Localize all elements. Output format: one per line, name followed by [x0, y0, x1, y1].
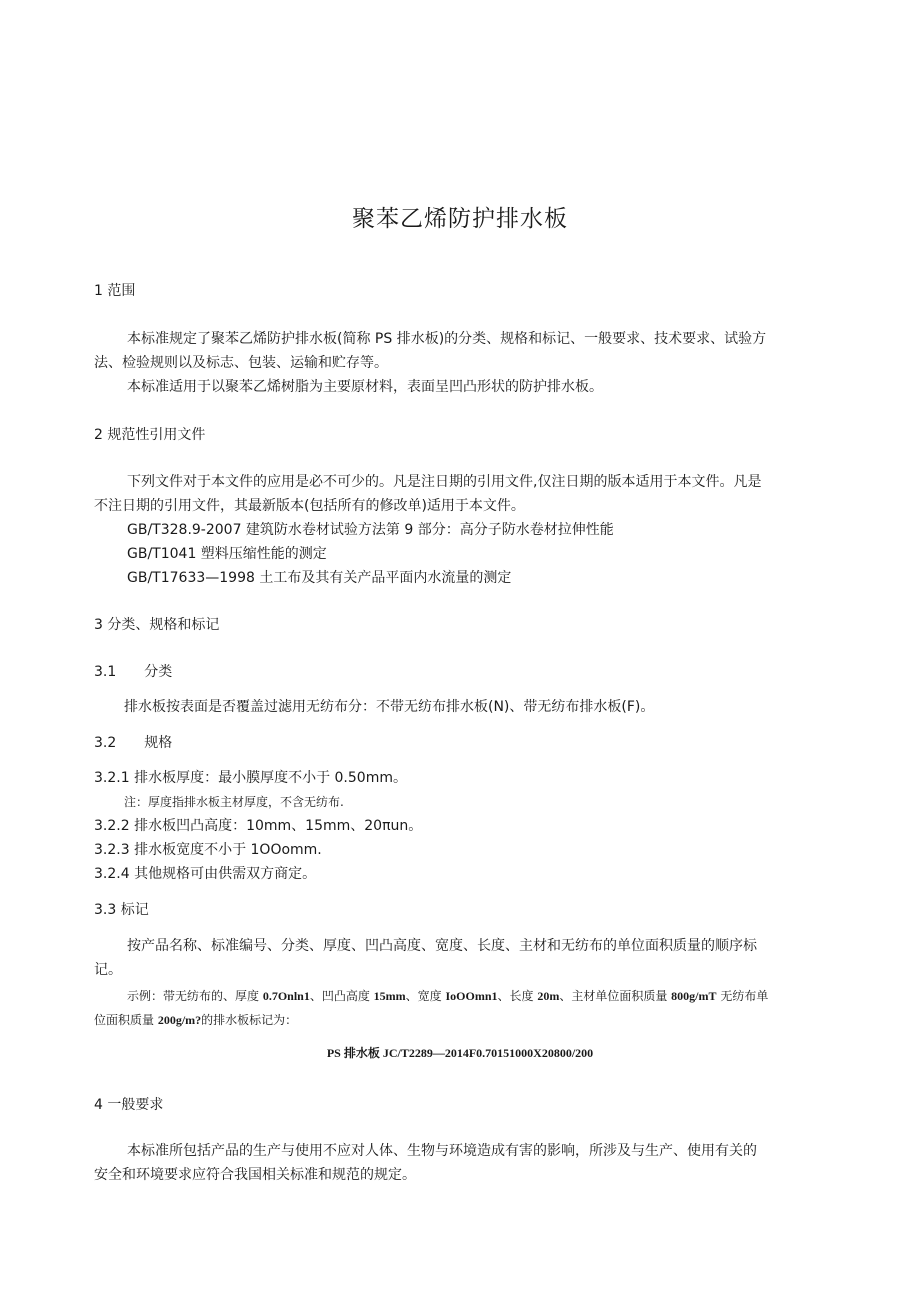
- section-1-paragraph-1-line-1: 本标准规定了聚苯乙烯防护排水板(简称 PS 排水板)的分类、规格和标记、一般要求、技术要求、试验方: [127, 331, 767, 347]
- section-2-paragraph-line-1: 下列文件对于本文件的应用是必不可少的。凡是注日期的引用文件,仅注日期的版本适用于本文件。凡是: [127, 474, 762, 490]
- example-text: 、凹凸高度: [309, 989, 374, 1003]
- clause-3-2-3: 3.2.3 排水板宽度不小于 1OOomm.: [94, 842, 322, 858]
- example-line-2: [94, 1011, 297, 1029]
- subsection-3-2-heading: [94, 733, 172, 753]
- reference-item: GB/T17633—1998 土工布及其有关产品平面内水流量的测定: [127, 570, 512, 586]
- subsection-3-1-title: 分类: [144, 664, 173, 680]
- section-4-paragraph-line-1: 本标准所包括产品的生产与使用不应对人体、生物与环境造成有害的影响，所涉及与生产、使用有关的: [127, 1143, 757, 1159]
- example-value: 800g/mT: [671, 989, 717, 1003]
- example-text: 的排水板标记为：: [201, 1013, 298, 1027]
- clause-3-2-2: 3.2.2 排水板凹凸高度：10mm、15mm、20πun。: [94, 818, 423, 834]
- example-text: 、长度: [497, 989, 538, 1003]
- reference-item: GB/T328.9-2007 建筑防水卷材试验方法第 9 部分：高分子防水卷材拉伸性能: [127, 522, 614, 538]
- section-3-heading: 3 分类、规格和标记: [94, 617, 220, 633]
- example-text: 位面积质量: [94, 1013, 158, 1027]
- subsection-3-1-number: 3.1: [94, 664, 117, 680]
- clause-3-2-4: 3.2.4 其他规格可由供需双方商定。: [94, 866, 317, 882]
- product-marking-code: JC/T2289—2014F0.70151000X20800/200: [382, 1046, 594, 1060]
- subsection-3-2-number: 3.2: [94, 735, 117, 751]
- example-value: 200g/m?: [157, 1013, 202, 1027]
- clause-3-2-1: 3.2.1 排水板厚度：最小膜厚度不小于 0.50mm。: [94, 770, 407, 786]
- section-4-heading: 4 一般要求: [94, 1097, 164, 1113]
- section-1-heading: 1 范围: [94, 283, 136, 299]
- section-2-heading: 2 规范性引用文件: [94, 427, 206, 443]
- note-text: 注：厚度指排水板主材厚度，不含无纺布.: [124, 795, 344, 809]
- example-value: 15mm: [373, 989, 406, 1003]
- subsection-3-2-title: 规格: [144, 735, 173, 751]
- subsection-3-3-heading: 3.3 标记: [94, 902, 149, 918]
- subsection-3-3-paragraph-line-1: 按产品名称、标准编号、分类、厚度、凹凸高度、宽度、长度、主材和无纺布的单位面积质量的顺序标: [127, 938, 757, 954]
- subsection-3-1-heading: [94, 662, 172, 682]
- example-value: 0.7Onln1: [262, 989, 310, 1003]
- example-text: 无纺布单: [716, 989, 769, 1003]
- document-title: 聚苯乙烯防护排水板: [352, 206, 568, 232]
- section-1-paragraph-2: 本标准适用于以聚苯乙烯树脂为主要原材料，表面呈凹凸形状的防护排水板。: [127, 379, 603, 395]
- example-line-1: [127, 987, 768, 1005]
- section-2-paragraph-line-2: 不注日期的引用文件，其最新版本(包括所有的修改单)适用于本文件。: [94, 498, 525, 514]
- subsection-3-3-paragraph-line-2: 记。: [94, 962, 122, 978]
- subsection-3-1-text: 排水板按表面是否覆盖过滤用无纺布分：不带无纺布排水板(N)、带无纺布排水板(F)。: [124, 699, 655, 715]
- example-value: IoOOmn1: [445, 989, 498, 1003]
- section-4-paragraph-line-2: 安全和环境要求应符合我国相关标准和规范的规定。: [94, 1167, 416, 1183]
- product-marking: [0, 1044, 920, 1062]
- reference-item: GB/T1041 塑料压缩性能的测定: [127, 546, 327, 562]
- product-marking-prefix: PS 排水板: [326, 1046, 383, 1060]
- example-text: 、主材单位面积质量: [559, 989, 672, 1003]
- example-text: 、宽度: [405, 989, 446, 1003]
- example-text: 示例：带无纺布的、厚度: [127, 989, 263, 1003]
- example-value: 20m: [537, 989, 560, 1003]
- section-1-paragraph-1-line-2: 法、检验规则以及标志、包装、运输和贮存等。: [94, 355, 388, 371]
